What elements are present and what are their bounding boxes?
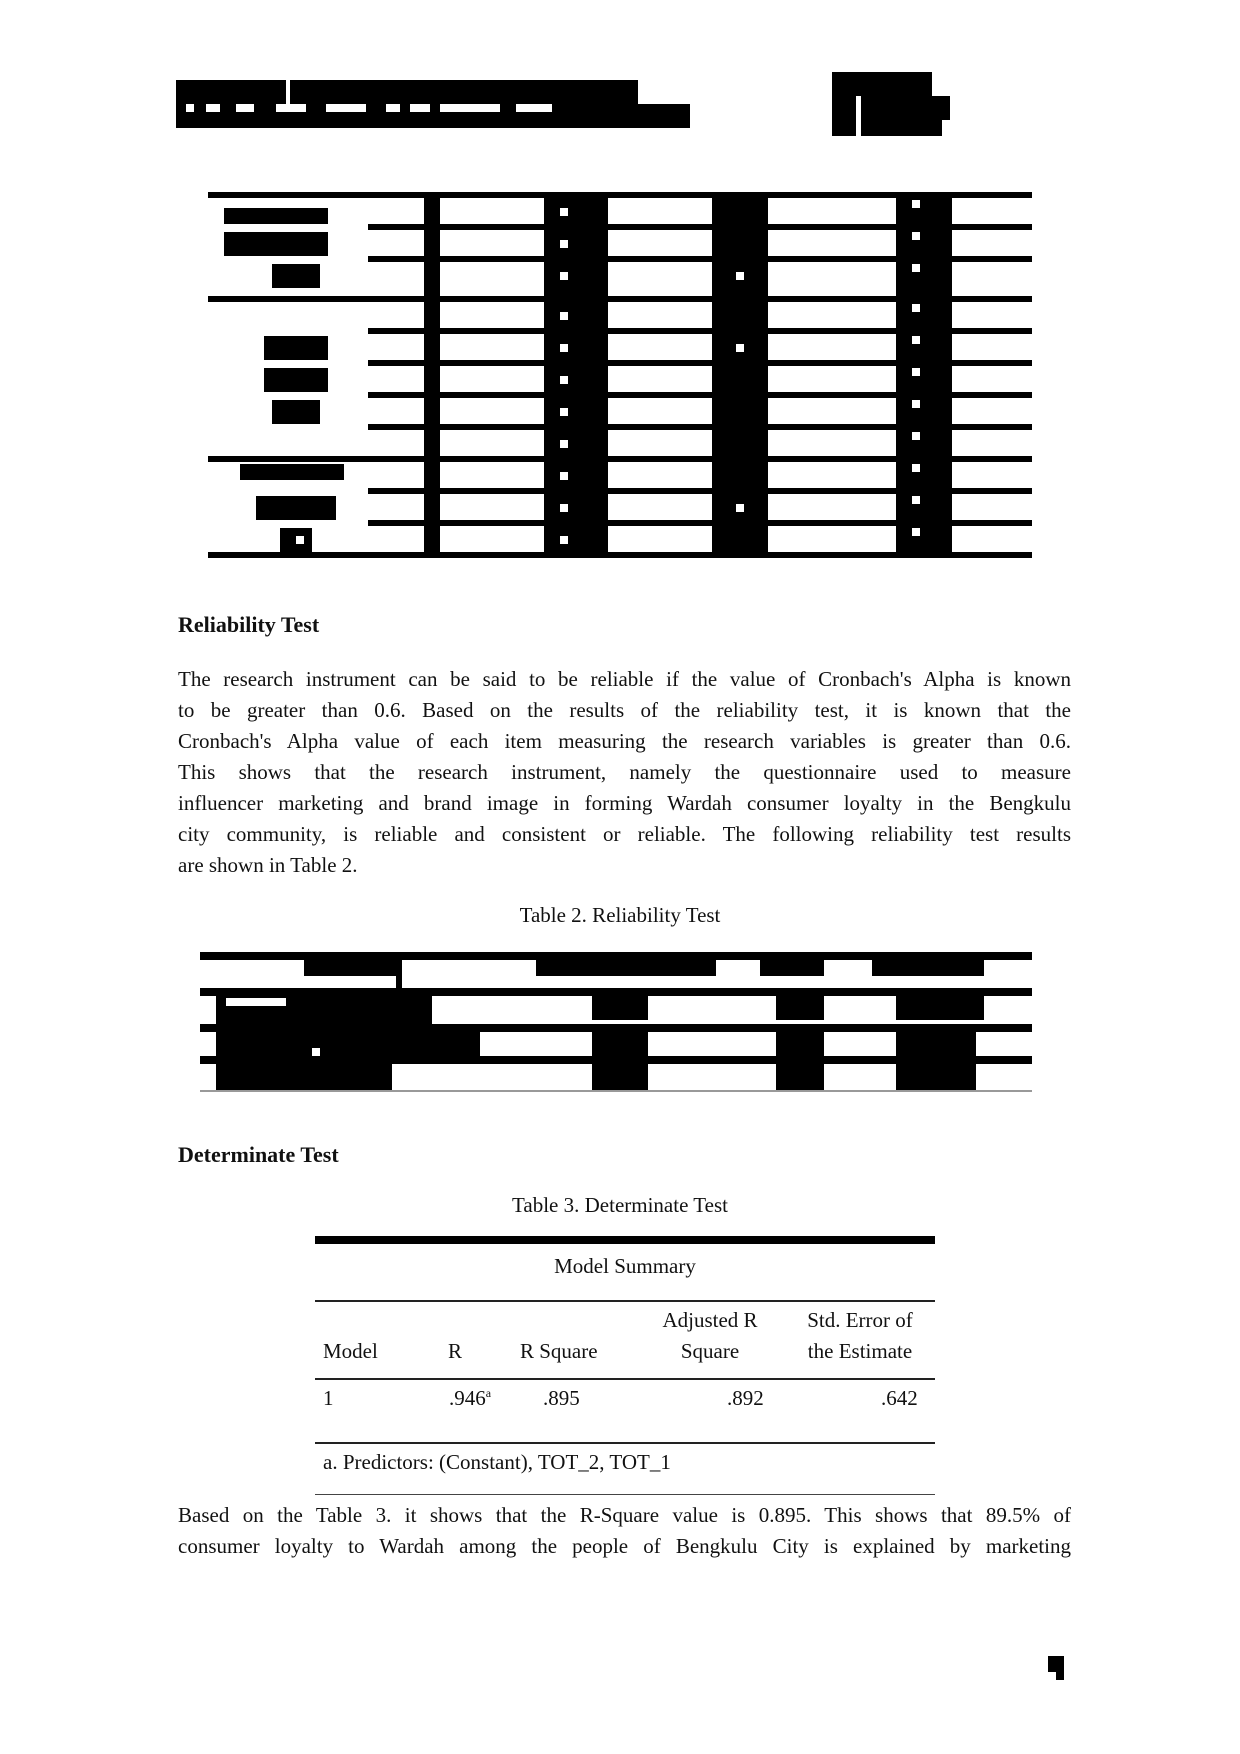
- paragraph-line: to be greater than 0.6. Based on the results of the reliability test, it is known that the: [178, 698, 1071, 722]
- paragraph-line: The research instrument can be said to be reliable if the value of Cronbach's Alpha is known: [178, 667, 1071, 691]
- paragraph-line: influencer marketing and brand image in forming Wardah consumer loyalty in the Bengkulu: [178, 791, 1071, 815]
- cell-r: [449, 1386, 491, 1411]
- page-number-redacted: [1048, 1656, 1064, 1680]
- header-adjusted-r-line1: Adjusted R: [662, 1308, 758, 1332]
- paragraph-line: are shown in Table 2.: [178, 853, 358, 877]
- cell-r-square: .895: [543, 1386, 580, 1410]
- header-std-error-line2: the Estimate: [807, 1339, 913, 1363]
- cell-r-footnote-marker: a: [485, 1386, 492, 1400]
- paragraph-line: This shows that the research instrument, namely the questionnaire used to measure: [178, 760, 1071, 784]
- cell-model: 1: [323, 1386, 334, 1410]
- section-heading-reliability: Reliability Test: [178, 612, 320, 637]
- header-r: R: [448, 1339, 463, 1363]
- paragraph-line: consumer loyalty to Wardah among the people of Bengkulu City is explained by marketing: [178, 1534, 1071, 1558]
- table-title: Model Summary: [554, 1254, 696, 1278]
- model-summary-table: [315, 1236, 935, 1496]
- cell-r-value: .946: [449, 1386, 486, 1410]
- cell-adjusted-r-square: .892: [727, 1386, 764, 1410]
- header-model: Model: [323, 1339, 378, 1363]
- header-r-square: R Square: [520, 1339, 598, 1363]
- paragraph-line: Based on the Table 3. it shows that the R-Square value is 0.895. This shows that 89.5% of: [178, 1503, 1071, 1527]
- header-std-error-line1: Std. Error of: [807, 1308, 913, 1332]
- table-3-caption: Table 3. Determinate Test: [512, 1193, 728, 1217]
- section-heading-determinate: Determinate Test: [178, 1142, 339, 1167]
- table-2-caption: Table 2. Reliability Test: [519, 903, 721, 927]
- header-adjusted-r-line2: Square: [680, 1339, 740, 1363]
- determinate-paragraph: [178, 1500, 1071, 1562]
- paragraph-line: city community, is reliable and consistent or reliable. The following reliability test results: [178, 822, 1071, 846]
- paragraph-line: Cronbach's Alpha value of each item measuring the research variables is greater than 0.6.: [178, 729, 1071, 753]
- cell-std-error: .642: [881, 1386, 918, 1410]
- table-footnote: a. Predictors: (Constant), TOT_2, TOT_1: [323, 1450, 671, 1474]
